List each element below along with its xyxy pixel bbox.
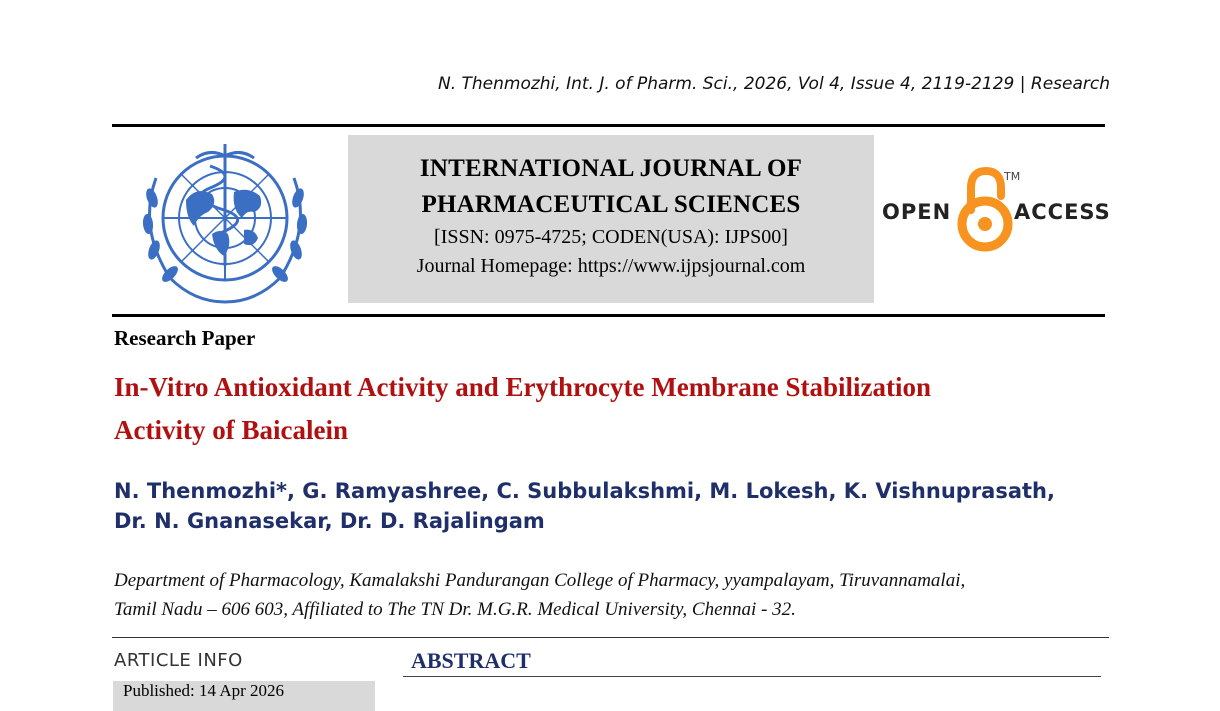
- journal-name-line1: INTERNATIONAL JOURNAL OF: [419, 155, 803, 182]
- journal-issn: [ISSN: 0975-4725; CODEN(USA): IJPS00]: [434, 226, 788, 248]
- paper-title-line2: Activity of Baicalein: [114, 415, 348, 445]
- published-date: Published: 14 Apr 2026: [113, 681, 375, 711]
- journal-homepage: Journal Homepage: https://www.ijpsjournal.com: [416, 255, 806, 277]
- article-info-heading: ARTICLE INFO: [114, 650, 243, 671]
- author-list-line2: Dr. N. Gnanasekar, Dr. D. Rajalingam: [114, 509, 545, 533]
- affiliation-line1: Department of Pharmacology, Kamalakshi Pandurangan College of Pharmacy, yyampalayam, Tiruvannamalai,: [114, 570, 966, 591]
- running-head: N. Thenmozhi, Int. J. of Pharm. Sci., 2026, Vol 4, Issue 4, 2119-2129 | Research: [437, 74, 1110, 94]
- affiliation: [114, 566, 1114, 624]
- open-access-badge: [880, 166, 1111, 256]
- top-rule: [112, 124, 1105, 127]
- trademark-mark: TM: [1004, 170, 1021, 183]
- section-divider: [112, 637, 1109, 638]
- journal-emblem-icon: [126, 138, 324, 306]
- author-list-line1: N. Thenmozhi*, G. Ramyashree, C. Subbulakshmi, M. Lokesh, K. Vishnuprasath,: [114, 479, 1055, 503]
- open-access-left-word: OPEN: [882, 200, 952, 224]
- open-access-right-word: ACCESS: [1014, 200, 1111, 224]
- paper-title: [114, 366, 1114, 452]
- paper-type-label: Research Paper: [114, 326, 256, 350]
- affiliation-line2: Tamil Nadu – 606 603, Affiliated to The TN Dr. M.G.R. Medical University, Chennai - 32.: [114, 599, 796, 620]
- paper-title-line1: In-Vitro Antioxidant Activity and Erythrocyte Membrane Stabilization: [114, 372, 931, 402]
- abstract-heading: ABSTRACT: [411, 648, 531, 673]
- masthead-bottom-rule: [112, 314, 1105, 317]
- journal-name-line2: PHARMACEUTICAL SCIENCES: [421, 191, 801, 218]
- journal-masthead: [348, 135, 874, 303]
- author-list: [114, 476, 1114, 536]
- abstract-underline: [403, 676, 1101, 677]
